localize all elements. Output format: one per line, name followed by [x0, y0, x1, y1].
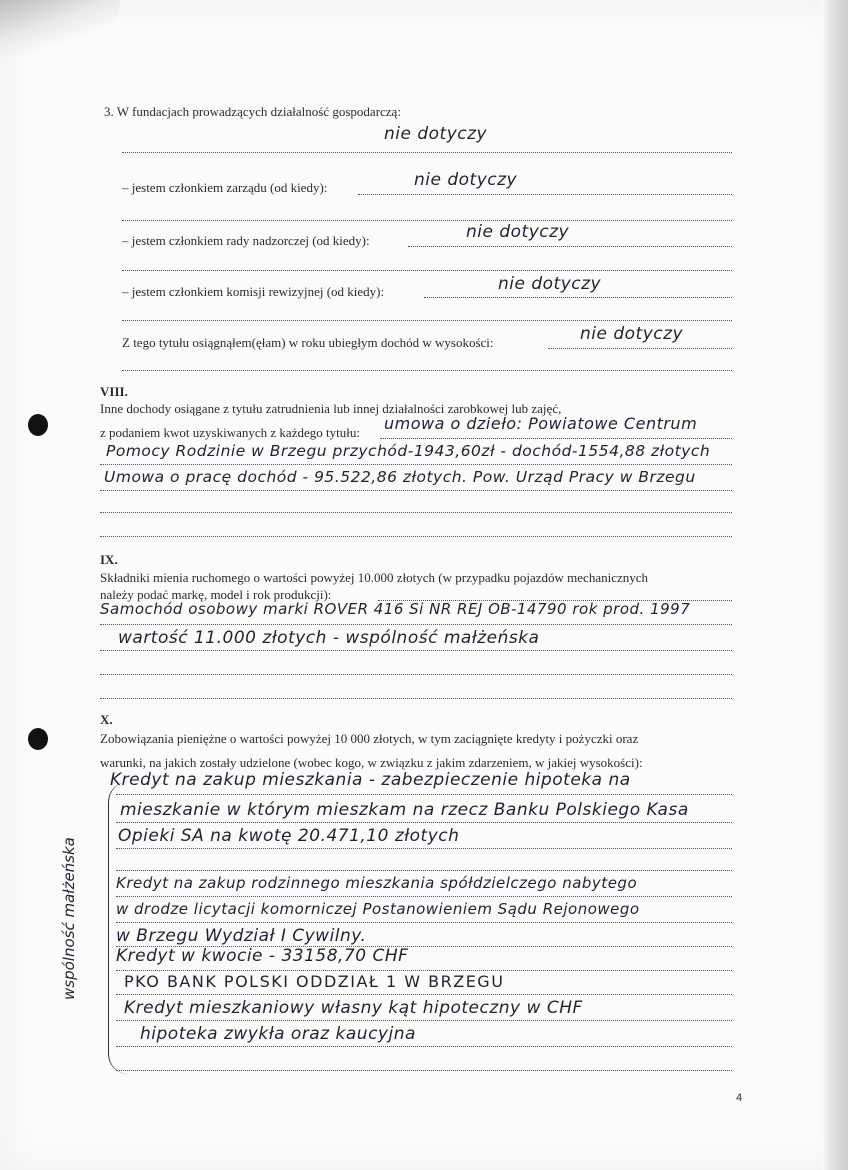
dotted-line	[116, 794, 732, 795]
dotted-line	[116, 870, 732, 871]
side-note: wspólność małżeńska	[60, 837, 78, 1000]
dotted-line	[122, 270, 732, 271]
dotted-line	[100, 698, 732, 699]
dotted-line	[358, 194, 732, 195]
page-number: 4	[736, 1092, 743, 1104]
dotted-line	[116, 994, 732, 995]
section8-handwriting: Pomocy Rodzinie w Brzegu przychód-1943,60zł - dochód-1554,88 złotych	[106, 442, 711, 460]
dotted-line	[116, 1046, 732, 1047]
section8-handwriting: Umowa o pracę dochód - 95.522,86 złotych. Pow. Urząd Pracy w Brzegu	[104, 468, 696, 486]
dotted-line	[100, 464, 732, 465]
section10-handwriting: Kredyt mieszkaniowy własny kąt hipoteczny w CHF	[124, 998, 583, 1018]
dotted-line	[100, 512, 732, 513]
dotted-line	[424, 297, 732, 298]
dotted-line	[122, 152, 732, 153]
dotted-line	[100, 624, 732, 625]
dotted-line	[116, 1020, 732, 1021]
section8-text: z podaniem kwot uzyskiwanych z każdego tytułu:	[100, 425, 360, 440]
dotted-line	[122, 220, 732, 221]
audit-answer: nie dotyczy	[498, 274, 602, 294]
supervisory-label: – jestem członkiem rady nadzorczej (od kiedy):	[122, 233, 370, 248]
dotted-line	[100, 650, 732, 651]
dotted-line	[116, 896, 732, 897]
section9-text: Składniki mienia ruchomego o wartości powyżej 10.000 złotych (w przypadku pojazdów mechanicznych	[100, 570, 649, 585]
section10-handwriting: w drodze licytacji komorniczej Postanowieniem Sądu Rejonowego	[116, 900, 640, 918]
section9-text: należy podać markę, model i rok produkcji):	[100, 587, 332, 602]
income-answer: nie dotyczy	[580, 324, 684, 344]
dotted-line	[122, 320, 732, 321]
income-label: Z tego tytułu osiągnąłem(ęłam) w roku ubiegłym dochód w wysokości:	[122, 335, 494, 350]
section10-text: warunki, na jakich zostały udzielone (wobec kogo, w związku z jakim zdarzeniem, w jakiej wysokości):	[100, 755, 643, 770]
punch-hole	[28, 414, 48, 436]
section10-handwriting: Kredyt na zakup mieszkania - zabezpieczenie hipoteka na	[110, 770, 631, 790]
section10-handwriting: mieszkanie w którym mieszkam na rzecz Banku Polskiego Kasa	[120, 800, 689, 820]
audit-label: – jestem członkiem komisji rewizyjnej (od kiedy):	[122, 284, 385, 299]
section9-number: IX.	[100, 552, 118, 567]
section10-handwriting: hipoteka zwykła oraz kaucyjna	[140, 1024, 416, 1044]
section8-handwriting: umowa o dzieło: Powiatowe Centrum	[384, 414, 698, 433]
section10-handwriting: Kredyt w kwocie - 33158,70 CHF	[116, 946, 409, 966]
dotted-line	[380, 438, 732, 439]
section3-heading: 3. W fundacjach prowadzących działalność gospodarczą:	[104, 104, 401, 119]
dotted-line	[122, 370, 732, 371]
dotted-line	[100, 536, 732, 537]
section10-handwriting: Kredyt na zakup rodzinnego mieszkania spółdzielczego nabytego	[116, 874, 638, 892]
section10-handwriting: w Brzegu Wydział I Cywilny.	[116, 926, 367, 946]
dotted-line	[116, 848, 732, 849]
section10-text: Zobowiązania pieniężne o wartości powyżej 10 000 złotych, w tym zaciągnięte kredyty i pożyczki oraz	[100, 731, 639, 746]
dotted-line	[116, 970, 732, 971]
supervisory-answer: nie dotyczy	[466, 222, 570, 242]
dotted-line	[548, 348, 732, 349]
board-answer: nie dotyczy	[414, 170, 518, 190]
dotted-line	[116, 822, 732, 823]
section9-handwriting: wartość 11.000 złotych - wspólność małżeńska	[118, 628, 540, 648]
section8-text: Inne dochody osiągane z tytułu zatrudnienia lub innej działalności zarobkowej lub zajęć,	[100, 401, 562, 416]
dotted-line	[116, 922, 732, 923]
dotted-line	[116, 1070, 732, 1071]
page-edge-shadow	[822, 0, 848, 1170]
section10-handwriting: Opieki SA na kwotę 20.471,10 złotych	[118, 826, 460, 846]
dotted-line	[100, 674, 732, 675]
dotted-line	[408, 246, 732, 247]
page-curl	[0, 0, 120, 60]
section9-handwriting: Samochód osobowy marki ROVER 416 Si NR REJ OB-14790 rok prod. 1997	[100, 600, 691, 618]
section8-number: VIII.	[100, 384, 128, 399]
punch-hole	[28, 728, 48, 750]
section3-answer: nie dotyczy	[384, 124, 488, 144]
section10-number: X.	[100, 712, 113, 727]
section10-handwriting: PKO BANK POLSKI ODDZIAŁ 1 W BRZEGU	[124, 972, 505, 991]
board-label: – jestem członkiem zarządu (od kiedy):	[122, 180, 328, 195]
dotted-line	[100, 490, 732, 491]
